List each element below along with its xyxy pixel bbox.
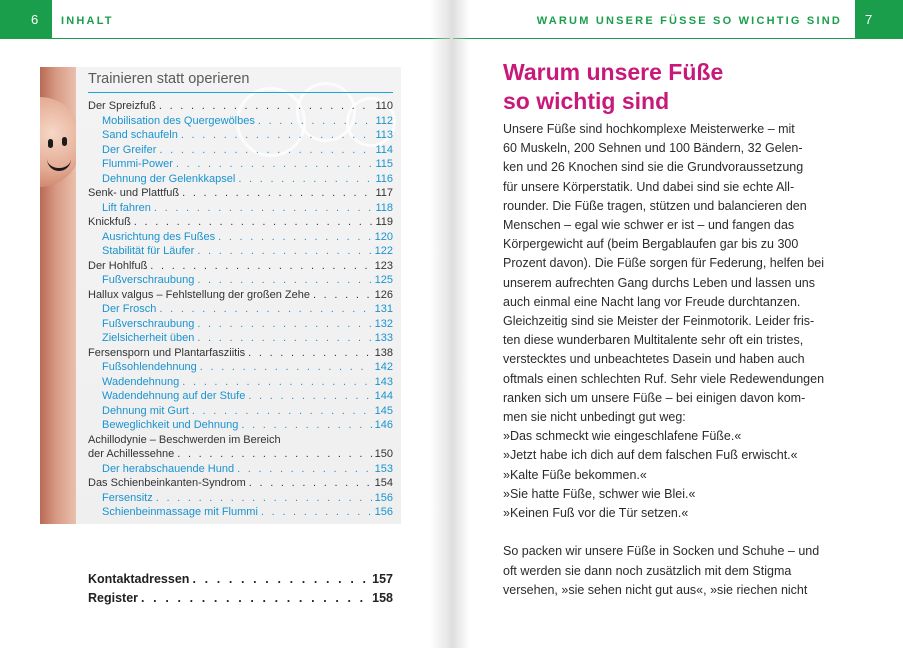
body-text-line: Menschen – egal wie schwer er ist – und fangen das <box>503 218 795 233</box>
body-text-line: unserem aufrechten Gang durchs Leben und lassen uns <box>503 275 816 290</box>
toc-entry <box>88 201 393 216</box>
toc-entry-page: 117 <box>375 187 393 199</box>
toc-entry-page: 116 <box>375 172 393 185</box>
appendix-entry <box>88 570 393 589</box>
toc-entry-label: Wadendehnung auf der Stufe <box>102 390 246 402</box>
body-text-line: Prozent davon). Die Füße sorgen für Federung, helfen bei <box>503 256 825 271</box>
toc-entry-page: 122 <box>374 245 393 257</box>
toc-leader-dots <box>200 360 372 375</box>
toc-leader-dots <box>218 230 372 245</box>
toc-entry-page: 150 <box>374 448 393 460</box>
body-text-line: So packen wir unsere Füße in Socken und Schuhe – und <box>503 544 820 559</box>
toc-entry-page: 142 <box>374 361 393 373</box>
toc-entry <box>88 360 393 375</box>
toc-entry-label: Beweglichkeit und Dehnung <box>102 419 239 431</box>
toc-list <box>88 99 393 520</box>
toc-entry-page: 145 <box>374 404 393 417</box>
toc-entry-label: Der Frosch <box>102 303 157 315</box>
toc-entry-page: 119 <box>375 216 393 228</box>
body-text-line: »Jetzt habe ich dich auf dem falschen Fuß erwischt.« <box>503 448 798 463</box>
left-page-number: 6 <box>0 0 52 39</box>
toc-entry-label: Der Spreizfuß <box>88 100 156 112</box>
toc-entry <box>88 230 393 245</box>
paragraph-gap <box>503 523 848 542</box>
body-text-line: Körpergewicht auf (beim Bergablaufen gar bis zu 300 <box>503 237 799 252</box>
toc-entry <box>88 186 393 201</box>
toc-entry <box>88 114 393 129</box>
toc-entry-label: Sand schaufeln <box>102 129 178 141</box>
toc-entry-label: Dehnung mit Gurt <box>102 404 189 417</box>
toc-title: Trainieren statt operieren <box>88 71 250 87</box>
toc-entry <box>88 433 393 448</box>
toc-entry <box>88 288 393 303</box>
body-text-line: ken und 26 Knochen sind sie die Grundvoraussetzung <box>503 160 804 175</box>
left-page-header <box>0 0 450 39</box>
toc-entry <box>88 462 393 477</box>
body-text-line: für unsere Körperstatik. Und dabei sind sie echte All- <box>503 179 795 194</box>
toc-entry-label: Flummi-Power <box>102 158 173 170</box>
toc-entry-page: 144 <box>374 390 393 402</box>
appendix-leader-dots <box>192 570 369 589</box>
toc-entry-label: Zielsicherheit üben <box>102 332 195 344</box>
toc-entry-label: Stabilität für Läufer <box>102 245 195 257</box>
right-page-header <box>453 0 903 39</box>
body-text-line: Gleichzeitig sind sie Meister der Feinmotorik. Leider fris- <box>503 314 815 329</box>
book-gutter-shadow <box>430 0 470 648</box>
body-text-line: auch einmal eine Nacht lang vor Freude durchtanzen. <box>503 294 801 309</box>
toc-entry-page: 146 <box>374 419 393 431</box>
toc-entry-page: 153 <box>374 462 393 475</box>
toc-leader-dots <box>248 389 371 404</box>
toc-entry <box>88 491 393 506</box>
chapter-title-line: so wichtig sind <box>503 88 670 114</box>
body-text-line: 60 Muskeln, 200 Sehnen und 100 Bändern, 32 Gelen- <box>503 141 803 156</box>
body-text-line: rounder. Die Füße tragen, stützen und balancieren den <box>503 198 807 213</box>
toc-leader-dots <box>182 375 371 390</box>
toc-entry-page: 120 <box>374 230 393 243</box>
toc-entry <box>88 331 393 346</box>
toc-entry-page: 115 <box>375 158 393 170</box>
toc-entry-page: 110 <box>375 100 393 112</box>
appendix-entry-label: Register <box>88 591 139 605</box>
toc-leader-dots <box>154 201 373 216</box>
right-running-head: WARUM UNSERE FÜSSE SO WICHTIG SIND <box>536 15 842 27</box>
toc-entry-label: Wadendehnung <box>102 375 180 388</box>
appendix-leader-dots <box>141 589 369 608</box>
toc-entry <box>88 476 393 491</box>
toc-entry-label: Senk- und Plattfuß <box>88 187 180 199</box>
toc-entry-page: 118 <box>375 201 393 214</box>
toc-leader-dots <box>241 418 371 433</box>
toc-entry <box>88 172 393 187</box>
toc-entry-label: Mobilisation des Quergewölbes <box>102 114 255 127</box>
toc-entry-label: Ausrichtung des Fußes <box>102 230 216 243</box>
toc-leader-dots <box>177 447 371 462</box>
body-text-line: Unsere Füße sind hochkomplexe Meisterwerke – mit <box>503 122 795 136</box>
toc-leader-dots <box>150 259 371 274</box>
toc-entry-label: Dehnung der Gelenkkapsel <box>102 172 236 185</box>
chapter-body-text <box>503 120 848 600</box>
appendix-entry-page: 157 <box>372 572 393 586</box>
toc-leader-dots <box>156 491 372 506</box>
toc-entry-page: 131 <box>374 303 393 315</box>
toc-entry <box>88 215 393 230</box>
toc-entry <box>88 447 393 462</box>
toc-entry-page: 114 <box>375 143 393 156</box>
appendix-entry <box>88 589 393 608</box>
toe-eye-right <box>62 137 67 146</box>
toc-entry <box>88 99 393 114</box>
toc-leader-dots <box>237 462 372 477</box>
toe-face-image <box>40 97 76 187</box>
toc-entry-label: Der Hohlfuß <box>88 259 148 272</box>
toc-leader-dots <box>181 128 373 143</box>
toc-entry-label: Das Schienbeinkanten-Syndrom <box>88 477 246 489</box>
toc-entry <box>88 157 393 172</box>
toc-entry-page: 138 <box>374 346 393 359</box>
toe-photo <box>40 67 76 524</box>
toc-entry-page: 132 <box>374 317 393 330</box>
toc-entry <box>88 418 393 433</box>
toc-entry <box>88 273 393 288</box>
toc-leader-dots <box>176 157 373 172</box>
toc-entry-label: Schienbeinmassage mit Flummi <box>102 506 258 518</box>
body-text-line: »Keinen Fuß vor die Tür setzen.« <box>503 506 689 521</box>
body-text-line: »Das schmeckt wie eingeschlafene Füße.« <box>503 429 742 444</box>
toc-entry-label: Fußsohlendehnung <box>102 361 197 373</box>
toc-entry <box>88 375 393 390</box>
toc-entry <box>88 143 393 158</box>
toc-entry <box>88 505 393 520</box>
toc-leader-dots <box>182 186 372 201</box>
toc-entry <box>88 302 393 317</box>
toc-entry-label: Knickfuß <box>88 216 131 228</box>
toc-entry <box>88 317 393 332</box>
toc-leader-dots <box>134 215 373 230</box>
chapter-title-line: Warum unsere Füße <box>503 59 724 85</box>
body-text-line: oftmals einen schlechten Ruf. Sehr viele Redewendungen <box>503 371 825 386</box>
toc-leader-dots <box>249 476 372 491</box>
toc-entry <box>88 128 393 143</box>
toc-leader-dots <box>159 143 372 158</box>
toc-leader-dots <box>197 317 371 332</box>
toc-leader-dots <box>159 302 371 317</box>
toc-entry-label: Fußverschraubung <box>102 274 195 286</box>
toc-entry-page: 133 <box>374 332 393 344</box>
toc-entry-label: Lift fahren <box>102 201 151 214</box>
toc-leader-dots <box>192 404 372 419</box>
left-running-head: INHALT <box>61 15 114 27</box>
toc-entry-page: 123 <box>374 259 393 272</box>
toc-entry <box>88 244 393 259</box>
toc-leader-dots <box>261 505 372 520</box>
toc-leader-dots <box>238 172 372 187</box>
toc-entry-label: Der herabschauende Hund <box>102 462 235 475</box>
toc-leader-dots <box>197 331 371 346</box>
body-text-line: »Kalte Füße bekommen.« <box>503 467 647 482</box>
toc-entry-page: 112 <box>375 114 393 127</box>
toc-entry-label: Fußverschraubung <box>102 317 195 330</box>
body-text-line: ranken sich um unsere Füße – bei einigen davon kom- <box>503 390 806 405</box>
toe-eye-left <box>48 139 53 148</box>
toc-entry <box>88 404 393 419</box>
toc-entry-page: 126 <box>374 288 393 301</box>
toc-title-rule <box>88 92 393 93</box>
toc-leader-dots <box>197 244 371 259</box>
chapter-title <box>503 58 863 116</box>
toc-appendix-list <box>88 570 393 608</box>
toc-entry <box>88 346 393 361</box>
toc-entry-page: 125 <box>374 274 393 286</box>
toc-leader-dots <box>159 99 373 114</box>
appendix-entry-label: Kontaktadressen <box>88 572 190 586</box>
toc-entry-label: der Achillessehne <box>88 448 175 460</box>
toc-entry <box>88 389 393 404</box>
body-text-line: oft werden sie dann noch zusätzlich mit dem Stigma <box>503 563 792 578</box>
toc-entry-page: 156 <box>374 491 393 504</box>
body-text-line: versehen, »sie sehen nicht gut aus«, »sie riechen nicht <box>503 582 808 597</box>
toc-entry-page: 143 <box>374 375 393 388</box>
right-page-number: 7 <box>855 0 903 39</box>
toc-entry <box>88 259 393 274</box>
appendix-entry-page: 158 <box>372 591 393 605</box>
body-text-line: ten diese wunderbaren Multitalente sehr oft ein tristes, <box>503 333 804 348</box>
toc-leader-dots <box>313 288 372 303</box>
toc-entry-label: Achillodynie – Beschwerden im Bereich <box>88 433 281 446</box>
toc-entry-label: Hallux valgus – Fehlstellung der großen Zehe <box>88 288 310 301</box>
toc-entry-label: Fersensitz <box>102 491 153 504</box>
body-text-line: verstecktes und unbeachtetes Dasein und haben auch <box>503 352 805 367</box>
toc-leader-dots <box>258 114 373 129</box>
toc-entry-page: 113 <box>375 129 393 141</box>
body-text-line: men sie nicht unbedingt gut weg: <box>503 410 686 425</box>
body-text-line: »Sie hatte Füße, schwer wie Blei.« <box>503 486 696 501</box>
toc-entry-page: 156 <box>374 506 393 518</box>
toc-entry-label: Der Greifer <box>102 143 157 156</box>
toc-entry-page: 154 <box>374 477 393 489</box>
toc-leader-dots <box>248 346 372 361</box>
toc-entry-label: Fersensporn und Plantarfasziitis <box>88 346 246 359</box>
toc-leader-dots <box>197 273 371 288</box>
